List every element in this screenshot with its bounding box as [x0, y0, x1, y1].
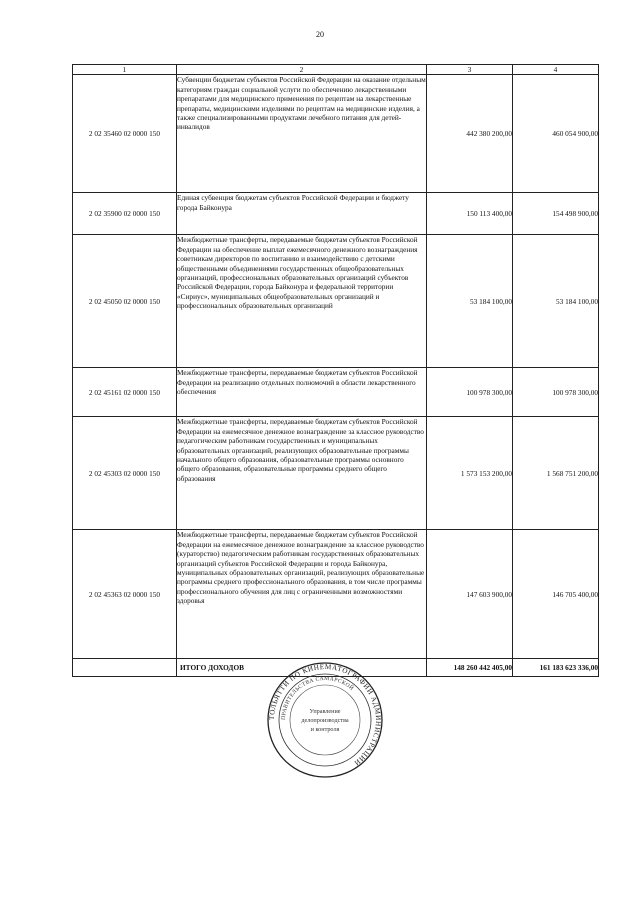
total-code-cell	[73, 659, 177, 677]
row-description: Межбюджетные трансферты, передаваемые бюджетам субъектов Российской Федерации на ежемесячное денежное вознаграждение за классное руководство (кураторство) педагогическим работникам государственных образовательных организаций субъектов Российской Федерации и города Байконура, муниципальных образовательных организаций, реализующих образовательные программы среднего профессионального образования, в том числе программы профессионального обучения для лиц с ограниченными возможностями здоровья	[177, 530, 427, 659]
amount-col-4: 100 978 300,00	[513, 368, 599, 417]
amount-col-3: 150 113 400,00	[427, 193, 513, 235]
amount-col-3: 1 573 153 200,00	[427, 417, 513, 530]
total-amount-col-4: 161 183 623 336,00	[513, 659, 599, 677]
seal-inner-text: ПРАВИТЕЛЬСТВА САМАРСКОЙ	[280, 675, 355, 721]
budget-code: 2 02 45161 02 0000 150	[73, 368, 177, 417]
revenue-table	[72, 64, 599, 677]
amount-col-3: 53 184 100,00	[427, 235, 513, 368]
column-header-2: 2	[177, 65, 427, 75]
row-description: Единая субвенция бюджетам субъектов Российской Федерации и бюджету города Байконура	[177, 193, 427, 235]
table-row	[73, 530, 599, 659]
amount-col-3: 100 978 300,00	[427, 368, 513, 417]
row-description: Межбюджетные трансферты, передаваемые бюджетам субъектов Российской Федерации на ежемесячное денежное вознаграждение за классное руководство педагогическим работникам государственных и муниципальных образовательных организаций, реализующих образовательные программы начального общего образования, образовательные программы основного общего образования, образовательные программы среднего общего образования	[177, 417, 427, 530]
column-header-1: 1	[73, 65, 177, 75]
seal-outer-text: ТОЛЬЯТТИ ПО КИНЕМАТОГРАФИИ АДМИНИСТРАЦИИ	[267, 662, 383, 768]
seal-center-line-2: делопроизводства	[301, 717, 349, 724]
seal-center-line-1: Управление	[309, 708, 341, 715]
table-row	[73, 193, 599, 235]
amount-col-4: 1 568 751 200,00	[513, 417, 599, 530]
column-header-3: 3	[427, 65, 513, 75]
row-description: Межбюджетные трансферты, передаваемые бюджетам субъектов Российской Федерации на реализацию отдельных полномочий в области лекарственного обеспечения	[177, 368, 427, 417]
row-description: Субвенции бюджетам субъектов Российской Федерации на оказание отдельным категориям граждан социальной услуги по обеспечению лекарственными препаратами для медицинского применения по рецептам на лекарственные препараты, медицинскими изделиями по рецептам на медицинские изделия, а также специализированными продуктами лечебного питания для детей-инвалидов	[177, 75, 427, 193]
row-description: Межбюджетные трансферты, передаваемые бюджетам субъектов Российской Федерации на обеспечение выплат ежемесячного денежного вознаграждения советникам директоров по воспитанию и взаимодействию с детскими общественными объединениями государственных общеобразовательных организаций, профессиональных образовательных организаций субъектов Российской Федерации, города Байконура и федеральной территории «Сириус», муниципальных общеобразовательных организаций и профессиональных образовательных организаций	[177, 235, 427, 368]
amount-col-3: 147 603 900,00	[427, 530, 513, 659]
amount-col-4: 53 184 100,00	[513, 235, 599, 368]
seal-center-line-3: и контроля	[310, 726, 340, 733]
amount-col-3: 442 380 200,00	[427, 75, 513, 193]
table-header-row	[73, 65, 599, 75]
official-seal	[265, 660, 385, 780]
budget-code: 2 02 45363 02 0000 150	[73, 530, 177, 659]
total-amount-col-3: 148 260 442 405,00	[427, 659, 513, 677]
budget-code: 2 02 35460 02 0000 150	[73, 75, 177, 193]
table-row	[73, 235, 599, 368]
table-row	[73, 368, 599, 417]
table-row	[73, 417, 599, 530]
budget-code: 2 02 45303 02 0000 150	[73, 417, 177, 530]
budget-code: 2 02 45050 02 0000 150	[73, 235, 177, 368]
amount-col-4: 154 498 900,00	[513, 193, 599, 235]
budget-code: 2 02 35900 02 0000 150	[73, 193, 177, 235]
amount-col-4: 146 705 400,00	[513, 530, 599, 659]
total-label: ИТОГО ДОХОДОВ	[177, 659, 427, 677]
page-number: 20	[316, 30, 324, 39]
column-header-4: 4	[513, 65, 599, 75]
amount-col-4: 460 054 900,00	[513, 75, 599, 193]
table-row	[73, 75, 599, 193]
